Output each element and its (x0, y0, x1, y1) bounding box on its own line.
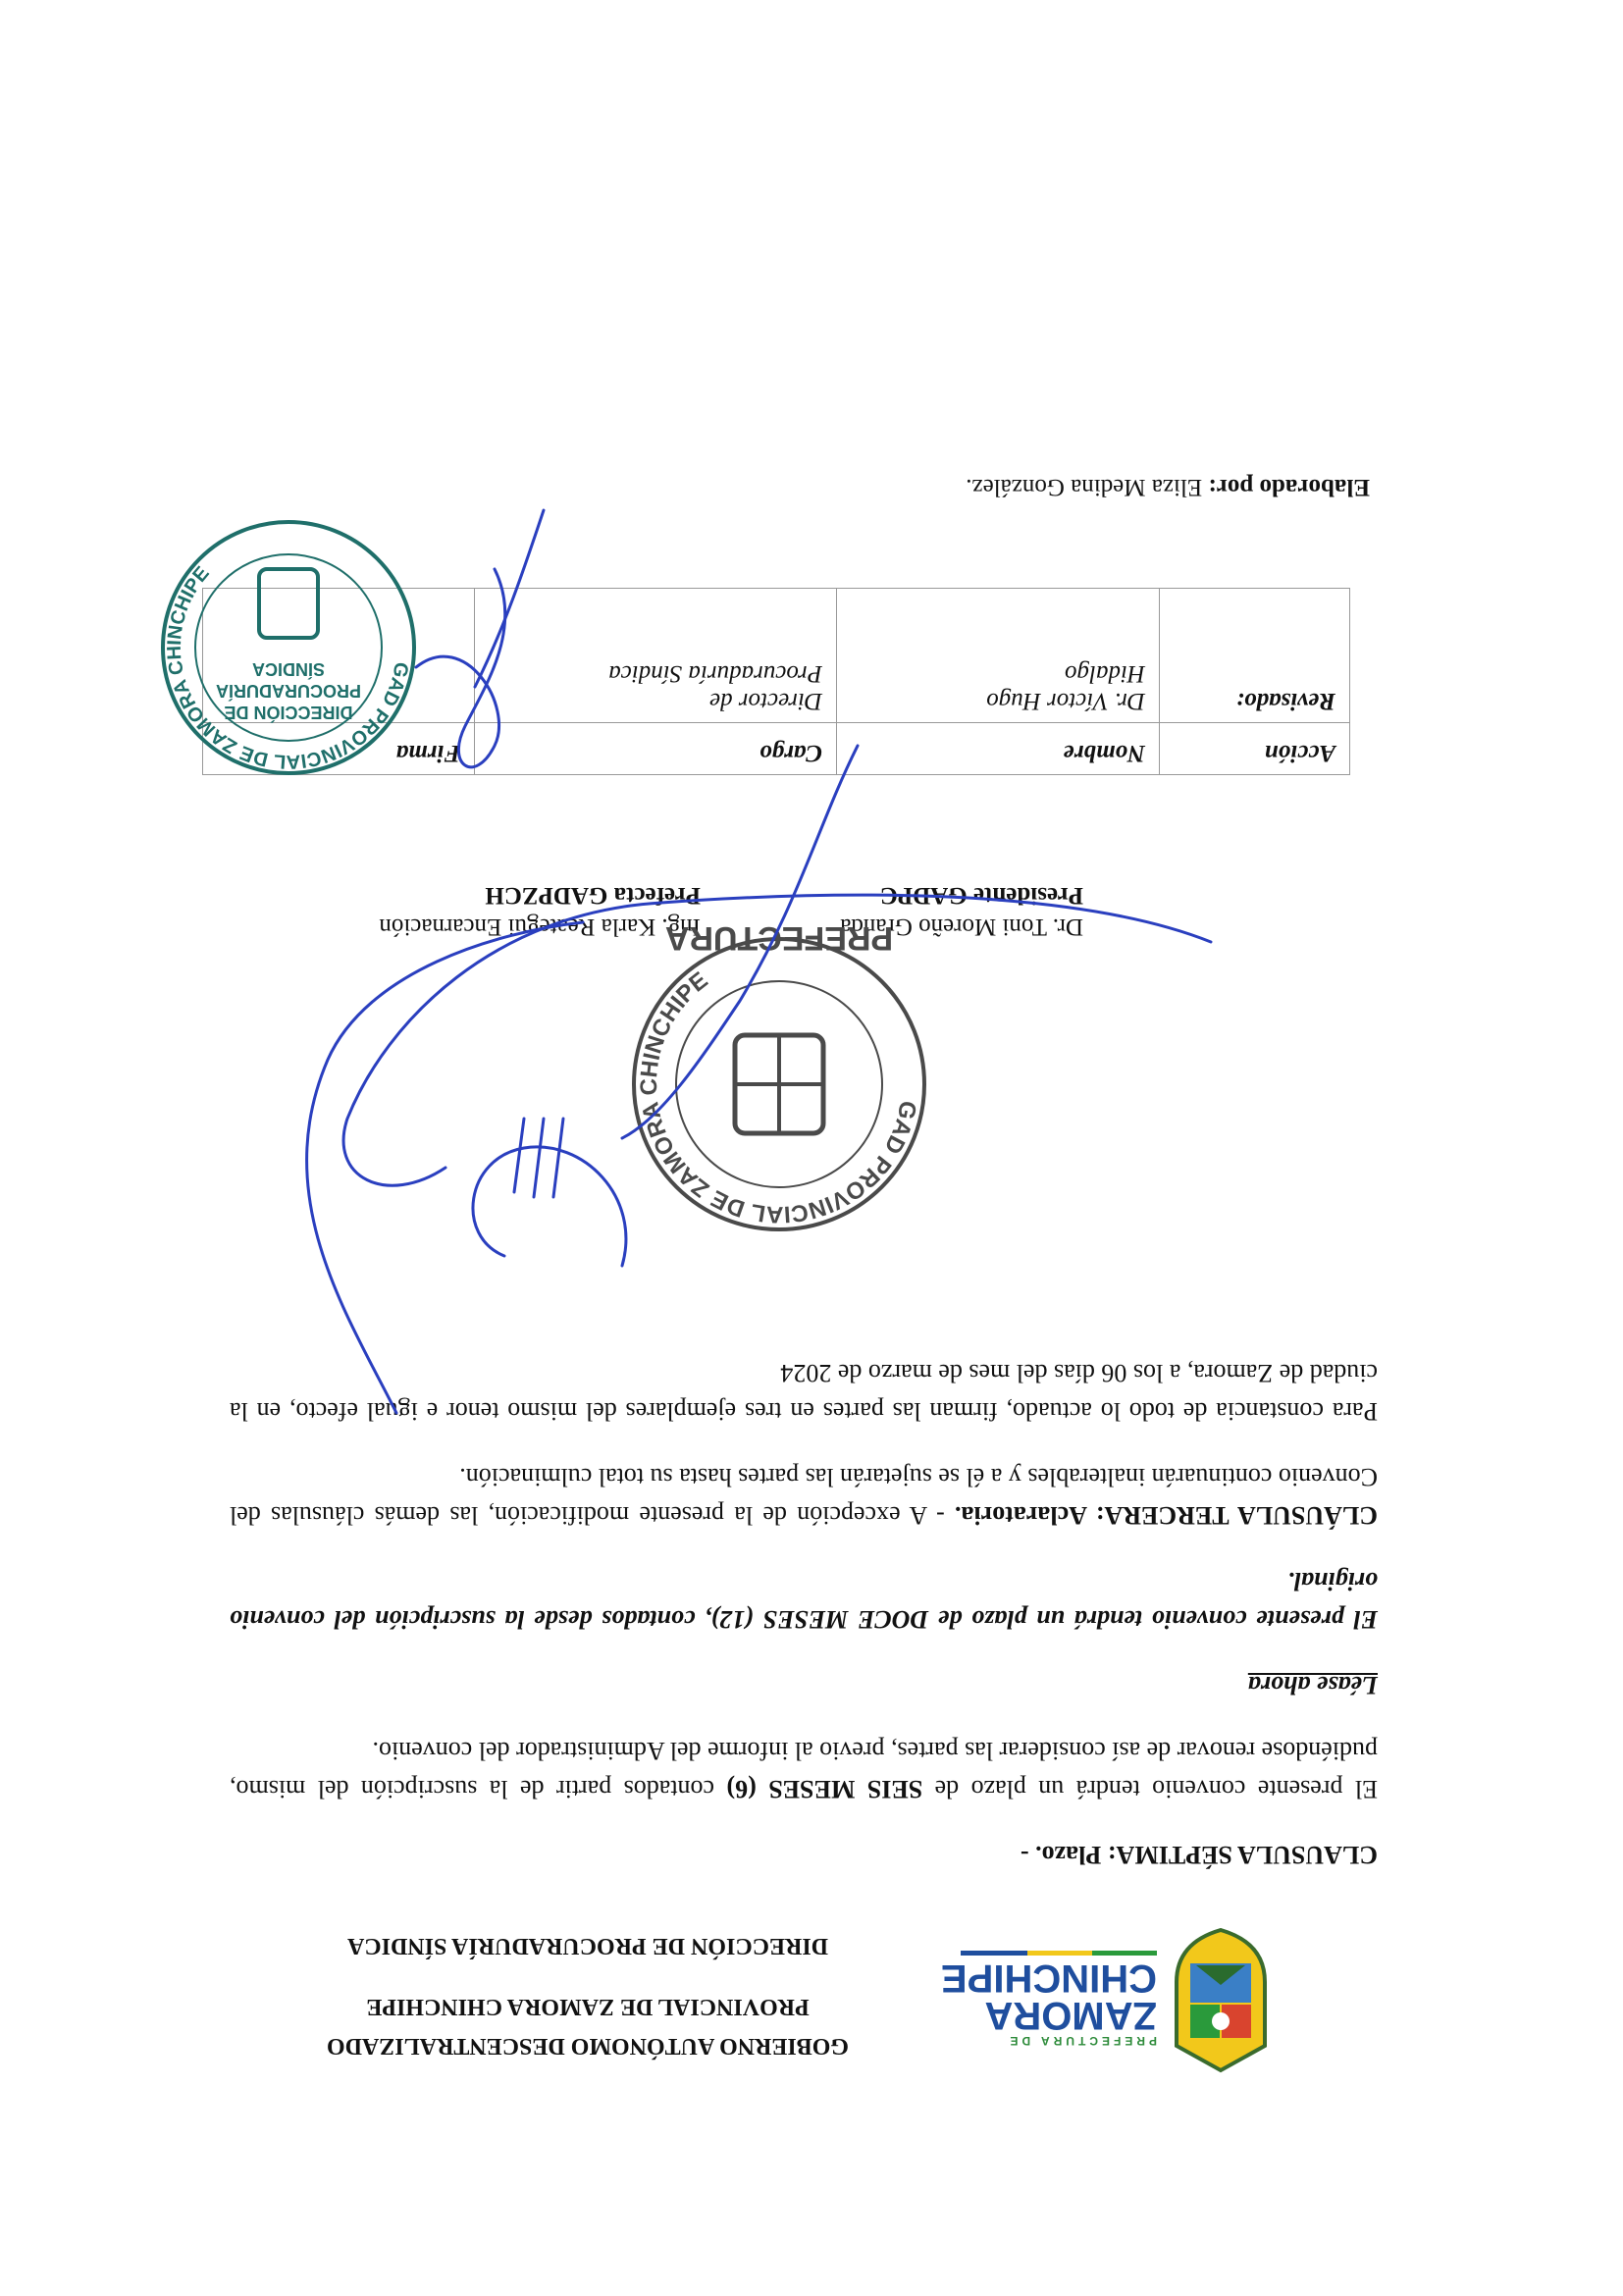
review-table-header (203, 723, 1350, 775)
clause3-text: - A excepción de la presente modificación, las demás cláusulas del Convenio continuarán inalterables y a él se sujetarán las partes hasta su total culminación. (230, 1463, 1378, 1530)
closing-paragraph: Para constancia de todo lo actuado, firman las partes en tres ejemplares del mismo tenor e igual efecto, en la ciudad de Zamora, a los 06 días del mes de marzo de 2024 (230, 1359, 1378, 1426)
prepared-name: Eliza Medina González. (966, 474, 1209, 500)
coat-of-arms-icon (1167, 1928, 1275, 2075)
cell-action: Revisado: (1160, 589, 1350, 723)
cell-signature (203, 589, 475, 723)
header-firma: Firma (203, 723, 475, 775)
signer-right-name: Dr. Toni Moreño Granda (840, 913, 1083, 940)
role-line1: Director de (708, 688, 822, 714)
clause7-text-b: contados partir de la suscripción del mismo, pudiéndose renovar de así considerar las partes, previo al informe del Administrador del convenio. (230, 1737, 1378, 1803)
prefectura-brand (931, 1951, 1157, 2048)
lease-label: Léase ahora (1247, 1671, 1378, 1699)
stamp2-line3: SÍNDICA (251, 659, 326, 679)
stamp1-ring-text: GAD PROVINCIAL DE ZAMORA CHINCHIPE (635, 966, 921, 1228)
brand-color-bar (961, 1951, 1157, 1956)
review-table (202, 588, 1350, 775)
stamp1-center-text: PREFECTURA (664, 919, 894, 957)
name-line1: Dr. Víctor Hugo (986, 688, 1145, 714)
letterhead-title (254, 1926, 921, 2065)
amended-text: El presente convenio tendrá un plazo de DOCE MESES (12), contados desde la suscripción del convenio original. (230, 1567, 1378, 1634)
title-line2: PROVINCIAL DE ZAMORA CHINCHIPE (366, 1994, 810, 2019)
document-body (230, 1327, 1378, 1874)
signer-left-name: Ing. Karla Reategui Encarnación (379, 913, 701, 940)
clause7-term: SEIS MESES (6) (726, 1775, 923, 1803)
letterhead (215, 1899, 1275, 2075)
clause3-heading: CLÁUSULA TERCERA: Aclaratoria. (954, 1501, 1378, 1530)
clause7-paragraph (230, 1732, 1378, 1808)
brand-line2: CHINCHIPE (940, 1957, 1157, 2000)
stamp2-line1: DIRECCIÓN DE (224, 703, 353, 722)
prepared-label: Elaborado por: (1208, 474, 1370, 500)
header-accion: Acción (1160, 723, 1350, 775)
stamp2-line2: PROCURADURÍA (216, 681, 361, 701)
prefectura-stamp (634, 919, 924, 1229)
signer-prefecta (379, 879, 701, 942)
role-line2: Procuraduría Síndica (608, 660, 822, 687)
header-cargo: Cargo (475, 723, 837, 775)
signer-left-role: Prefecta GADPZCH (485, 882, 701, 909)
name-line2: Hidalgo (1065, 660, 1145, 687)
prepared-by (966, 473, 1370, 500)
cell-role (475, 589, 837, 723)
clause7-heading: CLAUSULA SÉPTIMA: Plazo. - (1020, 1841, 1378, 1869)
signer-presidente (840, 879, 1083, 942)
brand-small: PREFECTURA DE (1006, 2034, 1157, 2048)
title-line1: GOBIERNO AUTÓNOMO DESCENTRALIZADO (326, 2033, 850, 2059)
signer-right-role: Presidente GADPC (879, 882, 1083, 909)
table-row (203, 589, 1350, 723)
clause3-paragraph (230, 1458, 1378, 1535)
brand-line1: ZAMORA (984, 1994, 1157, 2037)
stamp2-ring-text: GAD PROVINCIAL DE ZAMORA CHINCHIPE (163, 562, 413, 773)
clause7-text-a: El presente convenio tendrá un plazo de (922, 1775, 1378, 1803)
department-title: DIRECCIÓN DE PROCURADURÍA SÍNDICA (346, 1933, 829, 1958)
cell-name (837, 589, 1160, 723)
header-nombre: Nombre (837, 723, 1160, 775)
